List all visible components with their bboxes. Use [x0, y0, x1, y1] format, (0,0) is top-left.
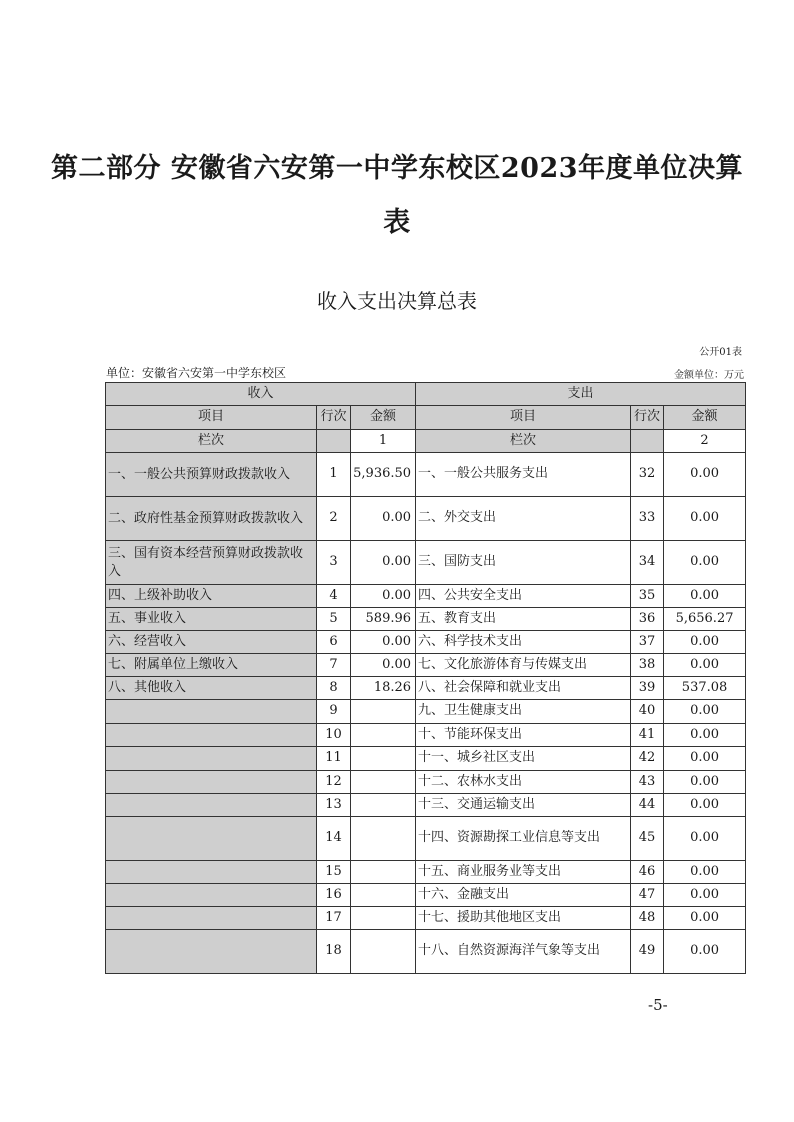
page-number: -5-: [648, 996, 668, 1014]
expense-lanci-empty: [631, 430, 664, 453]
income-item-name: [106, 794, 317, 817]
income-item-name: 七、附属单位上缴收入: [106, 654, 317, 677]
expense-row-number: 40: [631, 700, 664, 724]
income-item-name: 六、经营收入: [106, 631, 317, 654]
income-expense-table: [105, 382, 746, 974]
table-row: [106, 497, 746, 541]
income-amount: [351, 817, 416, 861]
income-row-number: 8: [317, 677, 351, 700]
expense-item-name: 十八、自然资源海洋气象等支出: [416, 930, 631, 974]
expense-row-number: 43: [631, 771, 664, 794]
table-row: [106, 930, 746, 974]
column-number-row: [106, 430, 746, 453]
expense-item-name: 三、国防支出: [416, 541, 631, 585]
expense-item-name: 十五、商业服务业等支出: [416, 861, 631, 884]
income-column-number: 1: [351, 430, 416, 453]
income-amount: [351, 771, 416, 794]
document-title-continued: 表: [383, 207, 411, 238]
expense-amount: 0.00: [664, 771, 746, 794]
expense-row-number: 47: [631, 884, 664, 907]
income-amount-header: 金额: [351, 406, 416, 430]
table-row: [106, 794, 746, 817]
expense-amount: 0.00: [664, 654, 746, 677]
expense-row-number: 38: [631, 654, 664, 677]
expense-amount-header: 金额: [664, 406, 746, 430]
table-row: [106, 631, 746, 654]
income-row-number: 2: [317, 497, 351, 541]
income-row-number: 5: [317, 608, 351, 631]
income-amount: 0.00: [351, 631, 416, 654]
expense-column-number: 2: [664, 430, 746, 453]
table-row: [106, 654, 746, 677]
expense-row-number: 37: [631, 631, 664, 654]
income-lanci-empty: [317, 430, 351, 453]
income-item-name: 四、上级补助收入: [106, 585, 317, 608]
expense-amount: 0.00: [664, 700, 746, 724]
income-row-number: 9: [317, 700, 351, 724]
income-amount: [351, 794, 416, 817]
income-row-number: 15: [317, 861, 351, 884]
expense-amount: 0.00: [664, 861, 746, 884]
expense-item-name: 十六、金融支出: [416, 884, 631, 907]
income-item-name: 三、国有资本经营预算财政拨款收入: [106, 541, 317, 585]
income-amount: 0.00: [351, 497, 416, 541]
income-row-number: 6: [317, 631, 351, 654]
expense-row-number: 45: [631, 817, 664, 861]
expense-row-number: 36: [631, 608, 664, 631]
income-item-name: [106, 747, 317, 771]
income-section-header: 收入: [106, 383, 416, 406]
unit-label: 单位：安徽省六安第一中学东校区: [106, 366, 287, 380]
table-row: [106, 677, 746, 700]
income-item-header: 项目: [106, 406, 317, 430]
expense-item-name: 四、公共安全支出: [416, 585, 631, 608]
expense-amount: 0.00: [664, 884, 746, 907]
income-item-name: [106, 700, 317, 724]
document-title: 第二部分 安徽省六安第一中学东校区2023年度单位决算: [50, 153, 744, 184]
income-item-name: [106, 861, 317, 884]
expense-lanci-label: 栏次: [416, 430, 631, 453]
income-item-name: [106, 884, 317, 907]
income-amount: 589.96: [351, 608, 416, 631]
expense-item-name: 十七、援助其他地区支出: [416, 907, 631, 930]
amount-unit-label: 金额单位：万元: [674, 370, 744, 381]
income-amount: 0.00: [351, 541, 416, 585]
income-amount: [351, 930, 416, 974]
table-row: [106, 585, 746, 608]
expense-amount: 0.00: [664, 497, 746, 541]
income-row-no-header: 行次: [317, 406, 351, 430]
expense-amount: 0.00: [664, 817, 746, 861]
expense-amount: 0.00: [664, 585, 746, 608]
income-row-number: 13: [317, 794, 351, 817]
expense-row-number: 39: [631, 677, 664, 700]
expense-item-name: 二、外交支出: [416, 497, 631, 541]
income-row-number: 3: [317, 541, 351, 585]
table-row: [106, 541, 746, 585]
expense-item-name: 八、社会保障和就业支出: [416, 677, 631, 700]
expense-amount: 0.00: [664, 747, 746, 771]
expense-item-name: 十三、交通运输支出: [416, 794, 631, 817]
expense-item-name: 十、节能环保支出: [416, 724, 631, 747]
income-item-name: [106, 907, 317, 930]
income-amount: [351, 724, 416, 747]
table-row: [106, 884, 746, 907]
income-amount: [351, 747, 416, 771]
income-amount: 0.00: [351, 585, 416, 608]
income-amount: [351, 884, 416, 907]
expense-row-number: 34: [631, 541, 664, 585]
form-number: 公开01表: [699, 347, 742, 358]
expense-amount: 5,656.27: [664, 608, 746, 631]
income-item-name: [106, 771, 317, 794]
income-amount: 0.00: [351, 654, 416, 677]
table-row: [106, 907, 746, 930]
expense-row-number: 33: [631, 497, 664, 541]
expense-item-name: 七、文化旅游体育与传媒支出: [416, 654, 631, 677]
table-row: [106, 608, 746, 631]
expense-item-name: 五、教育支出: [416, 608, 631, 631]
expense-row-number: 32: [631, 453, 664, 497]
expense-item-name: 十四、资源勘探工业信息等支出: [416, 817, 631, 861]
income-row-number: 11: [317, 747, 351, 771]
expense-item-name: 十二、农林水支出: [416, 771, 631, 794]
expense-row-number: 46: [631, 861, 664, 884]
expense-amount: 0.00: [664, 453, 746, 497]
table-row: [106, 771, 746, 794]
expense-item-name: 九、卫生健康支出: [416, 700, 631, 724]
expense-row-number: 44: [631, 794, 664, 817]
income-row-number: 4: [317, 585, 351, 608]
income-row-number: 16: [317, 884, 351, 907]
table-row: [106, 453, 746, 497]
income-item-name: 二、政府性基金预算财政拨款收入: [106, 497, 317, 541]
expense-amount: 0.00: [664, 724, 746, 747]
expense-row-number: 41: [631, 724, 664, 747]
table-row: [106, 861, 746, 884]
income-row-number: 1: [317, 453, 351, 497]
income-item-name: [106, 930, 317, 974]
table-title: 收入支出决算总表: [317, 289, 477, 313]
income-amount: [351, 700, 416, 724]
expense-item-name: 一、一般公共服务支出: [416, 453, 631, 497]
expense-row-no-header: 行次: [631, 406, 664, 430]
income-row-number: 12: [317, 771, 351, 794]
income-row-number: 10: [317, 724, 351, 747]
table-row: [106, 747, 746, 771]
expense-amount: 537.08: [664, 677, 746, 700]
income-amount: [351, 907, 416, 930]
expense-item-header: 项目: [416, 406, 631, 430]
expense-item-name: 六、科学技术支出: [416, 631, 631, 654]
table-row: [106, 817, 746, 861]
column-header-row: [106, 406, 746, 430]
income-row-number: 17: [317, 907, 351, 930]
expense-amount: 0.00: [664, 907, 746, 930]
income-item-name: [106, 724, 317, 747]
income-item-name: 五、事业收入: [106, 608, 317, 631]
expense-section-header: 支出: [416, 383, 746, 406]
expense-amount: 0.00: [664, 541, 746, 585]
income-amount: [351, 861, 416, 884]
income-item-name: [106, 817, 317, 861]
income-amount: 18.26: [351, 677, 416, 700]
expense-row-number: 49: [631, 930, 664, 974]
income-row-number: 18: [317, 930, 351, 974]
income-lanci-label: 栏次: [106, 430, 317, 453]
expense-row-number: 42: [631, 747, 664, 771]
expense-amount: 0.00: [664, 794, 746, 817]
table-row: [106, 700, 746, 724]
table-row: [106, 724, 746, 747]
expense-amount: 0.00: [664, 930, 746, 974]
section-header-row: [106, 383, 746, 406]
income-row-number: 14: [317, 817, 351, 861]
expense-item-name: 十一、城乡社区支出: [416, 747, 631, 771]
income-item-name: 一、一般公共预算财政拨款收入: [106, 453, 317, 497]
expense-row-number: 35: [631, 585, 664, 608]
income-item-name: 八、其他收入: [106, 677, 317, 700]
income-amount: 5,936.50: [351, 453, 416, 497]
expense-amount: 0.00: [664, 631, 746, 654]
expense-row-number: 48: [631, 907, 664, 930]
income-row-number: 7: [317, 654, 351, 677]
